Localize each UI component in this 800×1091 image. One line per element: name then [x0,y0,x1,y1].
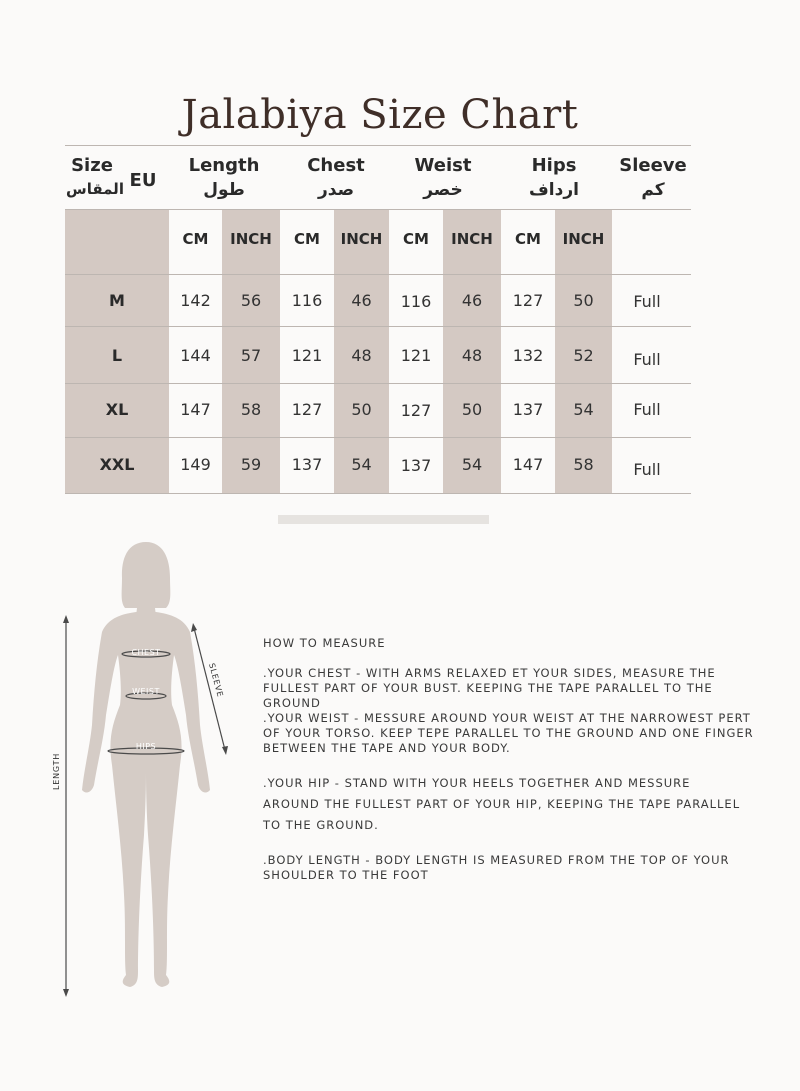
cell: 58 [573,455,594,474]
arrow-down-icon [63,989,69,997]
header-weist-label: Weist [414,155,472,176]
sleeve-label: SLEEVE [207,662,225,699]
cell: 50 [351,400,372,419]
cell: 147 [512,455,544,474]
howto-length: .BODY LENGTH - BODY LENGTH IS MEASURED FROM THE TOP OF YOUR SHOULDER TO THE FOOT [263,853,730,882]
header-weist-arabic: خصر [423,180,463,200]
cell: 147 [180,400,211,419]
header-eu: EU [129,170,157,191]
arrow-down-icon [222,746,228,755]
cell: 54 [461,455,483,474]
sleeve-cell: Full [633,350,661,369]
howto-heading: HOW TO MEASURE [263,636,386,650]
header-chest-label: Chest [307,155,365,176]
cell: 137 [512,400,544,419]
cell: 46 [461,291,483,310]
unit-label: INCH [562,230,605,248]
unit-label: CM [403,230,429,248]
cell: 50 [461,400,483,419]
row-size: XXL [99,455,135,474]
header-chest-arabic: صدر [317,180,355,200]
cell: 50 [573,291,594,310]
cell: 54 [351,455,372,474]
header-sleeve-label: Sleeve [619,155,687,176]
unit-label: CM [182,230,209,248]
arrow-up-icon [191,623,197,632]
unit-label: INCH [451,230,493,248]
head-shape [122,542,171,608]
cell: 149 [180,455,211,474]
cell: 132 [512,346,544,365]
header-sleeve-arabic: كم [641,180,665,200]
body-silhouette [82,542,210,987]
cell: 48 [461,346,483,365]
cell: 56 [240,291,262,310]
unit-label: INCH [340,230,383,248]
header-length-label: Length [188,155,260,176]
howto-weist: .YOUR WEIST - MESSURE AROUND YOUR WEIST AT THE NARROWEST PERT OF YOUR TORSO. KEEP TEPE PARALLEL TO THE GROUND AND ONE FINGER BETWEEN THE TAPE AND YOUR BODY. [263,711,754,755]
cell: 116 [400,292,432,311]
cell: 52 [573,346,594,365]
length-label: LENGTH [52,752,61,790]
header-hips-label: Hips [531,155,577,176]
unit-label: INCH [230,230,272,248]
cell: 127 [400,401,432,420]
sleeve-cell: Full [633,292,661,311]
header-hips-arabic: ارداف [529,180,579,200]
howto-hip: .YOUR HIP - STAND WITH YOUR HEELS TOGETHER AND MESSURE AROUND THE FULLEST PART OF YOUR HIP, KEEPING THE TAPE PARALLEL TO THE GROUND. [263,776,741,832]
cell: 137 [400,456,432,475]
cell: 121 [400,346,432,365]
cell: 54 [573,400,594,419]
hips-label: HIPS [135,742,157,751]
howto-chest: .YOUR CHEST - WITH ARMS RELAXED ET YOUR SIDES, MEASURE THE FULLEST PART OF YOUR BUST. KEEPING THE TAPE PARALLEL TO THE GROUND [263,666,716,710]
header-size-arabic: المقاس [66,180,124,198]
cell: 144 [180,346,211,365]
cell: 121 [291,346,323,365]
cell: 142 [180,291,211,310]
cell: 127 [291,400,323,419]
cell: 59 [240,455,262,474]
header-size-label: Size [71,155,113,176]
cell: 46 [351,291,372,310]
cell: 57 [240,346,262,365]
cell: 48 [351,346,372,365]
weist-label: WEIST [132,687,160,696]
sleeve-cell: Full [633,460,661,479]
row-size: M [109,291,125,310]
arrow-up-icon [63,615,69,623]
cell: 116 [291,291,323,310]
sleeve-cell: Full [633,400,661,419]
cell: 58 [240,400,262,419]
body-shape [82,612,210,987]
unit-label: CM [294,230,320,248]
cell: 127 [512,291,544,310]
row-size: XL [105,400,129,419]
unit-label: CM [515,230,541,248]
cell: 137 [291,455,323,474]
page-title: Jalabiya Size Chart [181,92,579,138]
chest-label: CHEST [131,648,161,657]
row-size: L [111,346,123,365]
header-length-arabic: طول [203,180,245,200]
